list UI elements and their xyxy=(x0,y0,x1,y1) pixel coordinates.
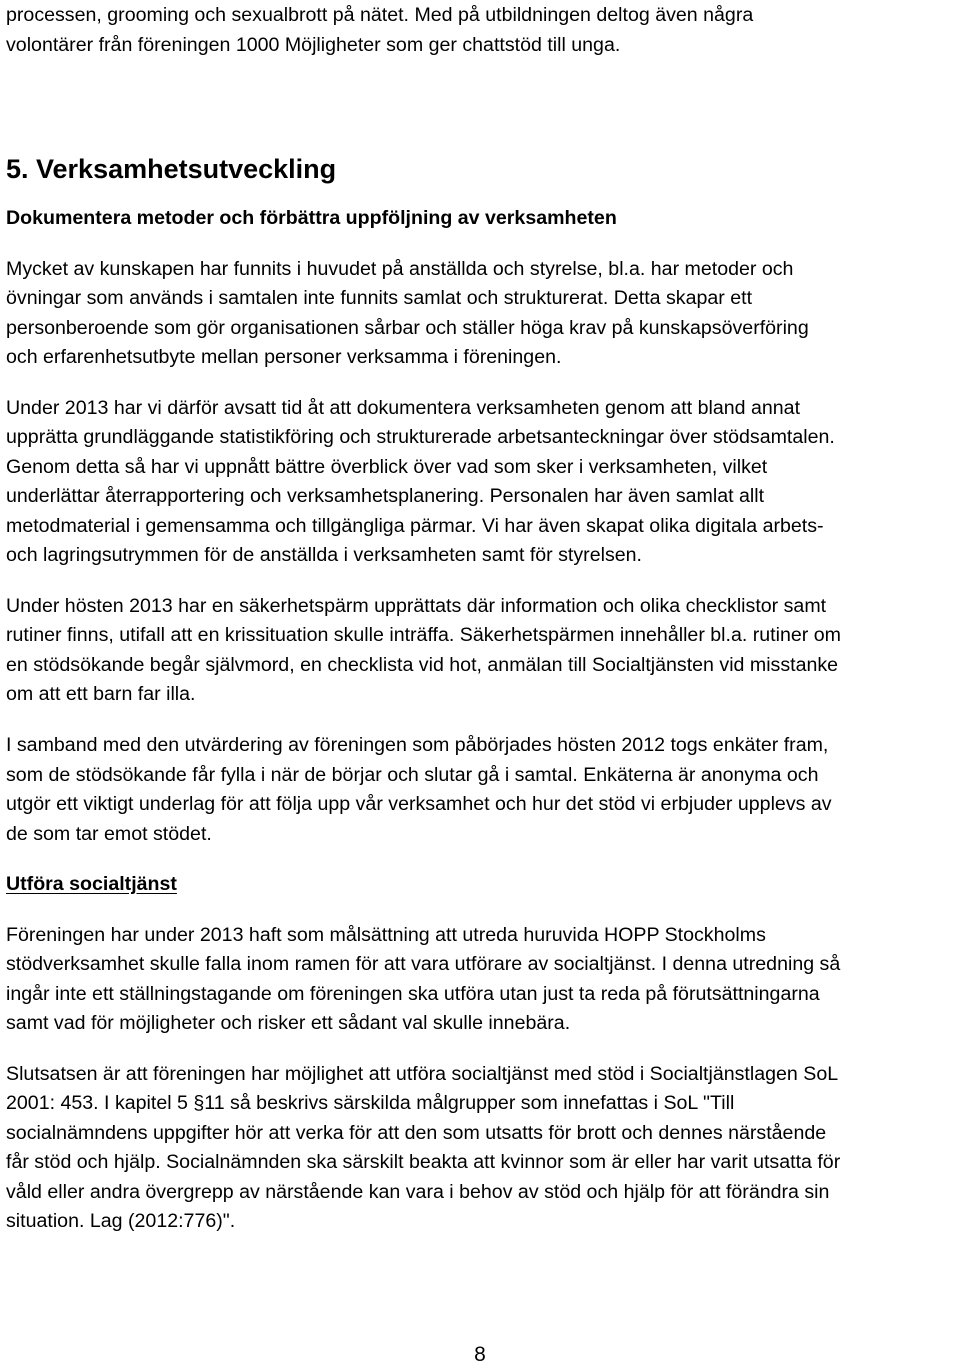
paragraph-line: Genom detta så har vi uppnått bättre överblick över vad som sker i verksamheten, vilket xyxy=(6,456,768,478)
paragraph-line: Under hösten 2013 har en säkerhetspärm upprättats där information och olika checklistor samt xyxy=(6,595,827,617)
intro-line: volontärer från föreningen 1000 Möjligheter som ger chattstöd till unga. xyxy=(6,34,621,56)
section-heading-underlined: Utföra socialtjänst xyxy=(6,873,177,895)
paragraph-line: situation. Lag (2012:776)". xyxy=(6,1210,236,1232)
paragraph-line: samt vad för möjligheter och risker ett sådant val skulle innebära. xyxy=(6,1012,571,1034)
paragraph-line: de som tar emot stödet. xyxy=(6,823,212,845)
section-subheading: Dokumentera metoder och förbättra uppföljning av verksamheten xyxy=(6,207,617,229)
paragraph-line: en stödsökande begår självmord, en checklista vid hot, anmälan till Socialtjänsten vid misstanke xyxy=(6,654,839,676)
paragraph-line: rutiner finns, utifall att en krissituation skulle inträffa. Säkerhetspärmen innehåller bl.a. rutiner om xyxy=(6,624,841,646)
page-number: 8 xyxy=(474,1343,486,1366)
paragraph-line: socialnämndens uppgifter hör att verka för att den som utsatts för brott och dennes närstående xyxy=(6,1122,827,1144)
paragraph-line: underlättar återrapportering och verksamhetsplanering. Personalen har även samlat allt xyxy=(6,485,765,507)
paragraph-line: våld eller andra övergrepp av närstående kan vara i behov av stöd och hjälp för att förändra sin xyxy=(6,1181,830,1203)
paragraph-line: ingår inte ett ställningstagande om föreningen ska utföra utan just ta reda på förutsättningarna xyxy=(6,983,820,1005)
paragraph-line: 2001: 453. I kapitel 5 §11 så beskrivs särskilda målgrupper som innefattas i SoL "Till xyxy=(6,1092,735,1114)
paragraph-line: och lagringsutrymmen för de anställda i verksamheten samt för styrelsen. xyxy=(6,544,642,566)
paragraph-line: stödverksamhet skulle falla inom ramen för att vara utförare av socialtjänst. I denna utredning så xyxy=(6,953,841,975)
paragraph-line: Under 2013 har vi därför avsatt tid åt att dokumentera verksamheten genom att bland annat xyxy=(6,397,801,419)
paragraph-line: som de stödsökande får fylla i när de börjar och slutar gå i samtal. Enkäterna är anonyma och xyxy=(6,764,819,786)
paragraph-line: om att ett barn far illa. xyxy=(6,683,196,705)
paragraph-line: Mycket av kunskapen har funnits i huvudet på anställda och styrelse, bl.a. har metoder och xyxy=(6,258,794,280)
section-heading: 5. Verksamhetsutveckling xyxy=(6,154,337,184)
intro-line: processen, grooming och sexualbrott på nätet. Med på utbildningen deltog även några xyxy=(6,4,754,26)
paragraph-line: får stöd och hjälp. Socialnämnden ska särskilt beakta att kvinnor som är eller har varit utsatta för xyxy=(6,1151,841,1173)
paragraph-line: övningar som används i samtalen inte funnits samlat och strukturerat. Detta skapar ett xyxy=(6,287,753,309)
paragraph-line: Föreningen har under 2013 haft som målsättning att utreda huruvida HOPP Stockholms xyxy=(6,924,766,946)
paragraph-line: och erfarenhetsutbyte mellan personer verksamma i föreningen. xyxy=(6,346,562,368)
paragraph-line: personberoende som gör organisationen sårbar och ställer höga krav på kunskapsöverföring xyxy=(6,317,809,339)
paragraph-line: utgör ett viktigt underlag för att följa upp vår verksamhet och hur det stöd vi erbjuder upplevs av xyxy=(6,793,832,815)
paragraph-line: metodmaterial i gemensamma och tillgängliga pärmar. Vi har även skapat olika digitala arbets- xyxy=(6,515,824,537)
paragraph-line: Slutsatsen är att föreningen har möjlighet att utföra socialtjänst med stöd i Socialtjänstlagen SoL xyxy=(6,1063,839,1085)
paragraph-line: I samband med den utvärdering av föreningen som påbörjades hösten 2012 togs enkäter fram, xyxy=(6,734,829,756)
paragraph-line: upprätta grundläggande statistikföring och strukturerade arbetsanteckningar över stödsamtalen. xyxy=(6,426,835,448)
